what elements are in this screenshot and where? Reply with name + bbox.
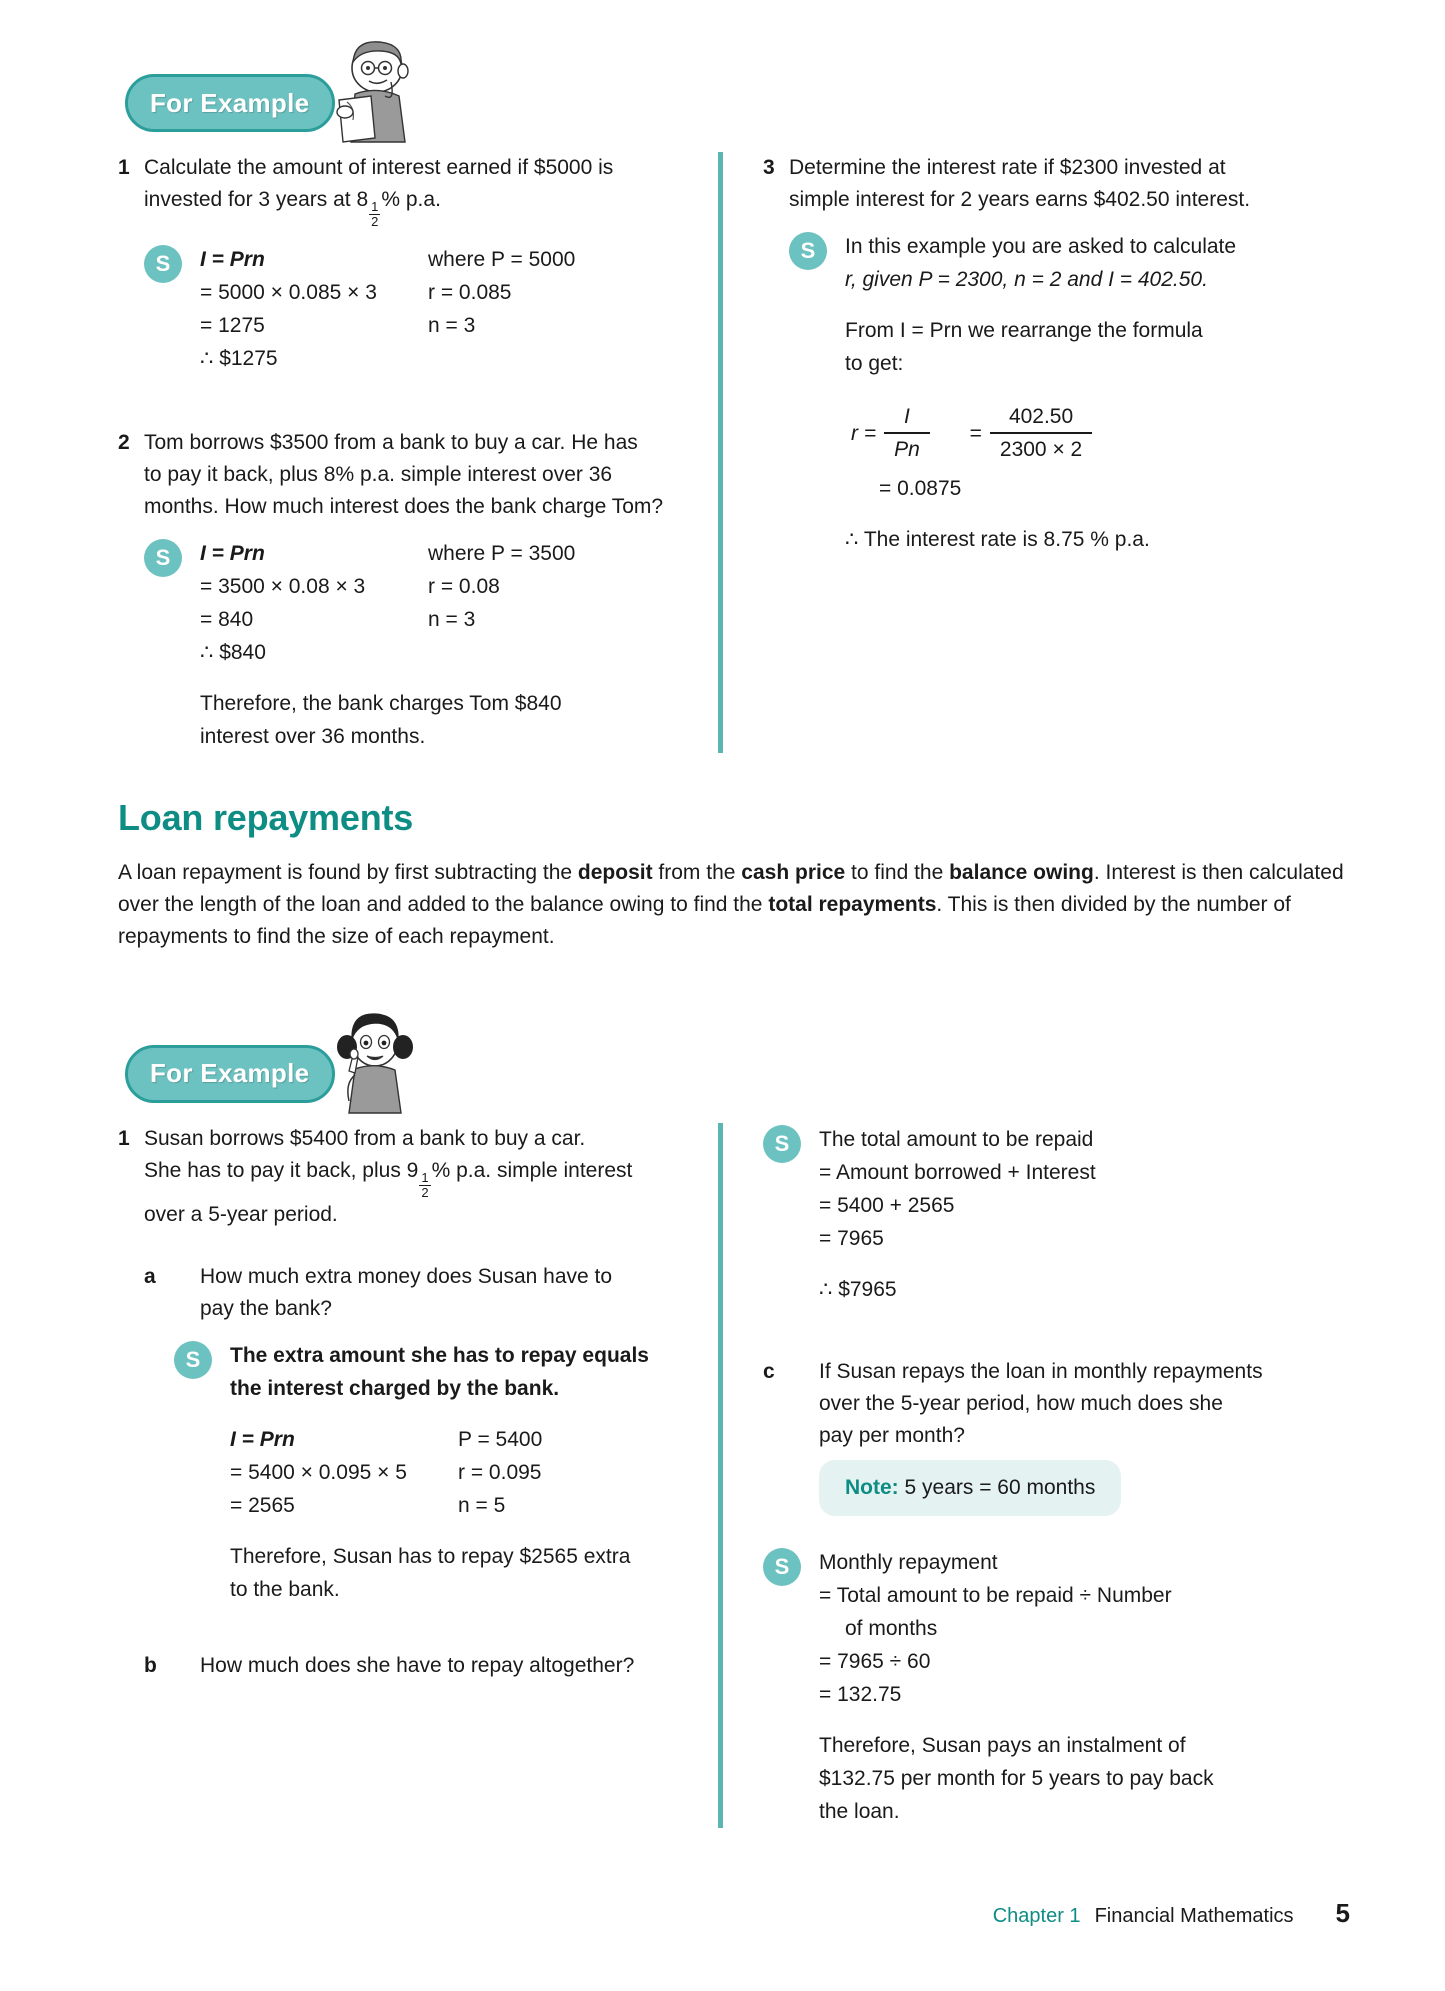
question-line: over a 5-year period. — [144, 1203, 338, 1227]
solution-line: The total amount to be repaid — [819, 1127, 1094, 1151]
working-right — [458, 1423, 638, 1522]
conclusion-line: Therefore, the bank charges Tom $840 — [200, 691, 562, 715]
given-line: where P = 3500 — [428, 541, 576, 565]
solution-line: of months — [845, 1616, 938, 1640]
numerator: I — [884, 404, 930, 434]
solution-line: = 7965 ÷ 60 — [819, 1649, 931, 1673]
solution-line: = 7965 — [819, 1226, 884, 1250]
formula-fraction-2 — [970, 404, 1093, 464]
question-text — [144, 1123, 632, 1232]
working-line: ∴ $840 — [200, 640, 266, 664]
solution-badge-icon: S — [144, 539, 182, 577]
question-number: 2 — [118, 430, 130, 454]
page-number: 5 — [1335, 1898, 1350, 1928]
paragraph-text: . This is then divided by the number of repayments to find the size of each repayment. — [118, 892, 1291, 948]
working-row — [200, 243, 688, 375]
paragraph-term: deposit — [577, 860, 653, 884]
conclusion-line: Therefore, Susan pays an instalment of — [819, 1733, 1186, 1757]
fraction-lead: r = — [851, 422, 877, 446]
working-left — [230, 1423, 458, 1522]
sub-question-letter: b — [144, 1654, 157, 1678]
footer-title: Financial Mathematics — [1094, 1905, 1294, 1927]
example1-right-column — [723, 152, 1323, 753]
working-right — [428, 243, 608, 375]
solution-line: = 132.75 — [819, 1682, 902, 1706]
question-number: 3 — [763, 156, 775, 179]
paragraph-text: to find the — [845, 860, 950, 884]
example1-columns — [118, 152, 1350, 753]
conclusion-line: Therefore, Susan has to repay $2565 extra — [230, 1545, 631, 1569]
solution-line: From I = Prn we rearrange the formula — [845, 319, 1203, 342]
given-line: r = 0.08 — [428, 574, 500, 598]
question-line: Susan borrows $5400 from a bank to buy a car. — [144, 1126, 586, 1150]
footer-chapter: Chapter 1 — [992, 1905, 1081, 1927]
question-line: months. How much interest does the bank charge Tom? — [144, 494, 664, 518]
sub-question-text — [200, 1650, 634, 1682]
working-row — [230, 1423, 688, 1522]
girl-pointing-icon — [325, 1009, 421, 1119]
working-left — [200, 537, 428, 669]
denominator: Pn — [894, 438, 920, 462]
question-line-post: % p.a. — [381, 188, 441, 211]
solution-line: to get: — [845, 352, 904, 375]
given-line: r = 0.085 — [428, 280, 512, 304]
question-line-pre: She has to pay it back, plus 9 — [144, 1158, 419, 1182]
working-line: I = Prn — [230, 1428, 295, 1452]
solution-line: = 5400 + 2565 — [819, 1193, 955, 1217]
working-line: I = Prn — [200, 247, 265, 271]
sub-question-b — [144, 1650, 688, 1682]
solution-body — [200, 537, 688, 753]
sub-question-letter: a — [144, 1265, 156, 1289]
result-line: = 0.0875 — [879, 476, 962, 500]
fraction — [884, 404, 930, 464]
solution-part-a — [174, 1339, 688, 1606]
working-row — [200, 537, 688, 669]
question-line: simple interest for 2 years earns $402.50 interest. — [789, 188, 1251, 211]
solution-1 — [144, 243, 688, 375]
question-line: How much does she have to repay altogether? — [200, 1654, 635, 1678]
working-line: = 840 — [200, 607, 254, 631]
question-2 — [118, 427, 688, 523]
working-line: = 5400 × 0.095 × 5 — [230, 1461, 407, 1485]
solution-body — [819, 1123, 1323, 1306]
working-line: = 2565 — [230, 1494, 295, 1518]
solution-line-bold: the interest charged by the bank. — [230, 1377, 560, 1401]
sub-question-text — [200, 1261, 612, 1325]
conclusion-line: interest over 36 months. — [200, 724, 426, 748]
sub-question-letter: c — [763, 1359, 775, 1383]
given-line: n = 3 — [428, 313, 476, 337]
textbook-page — [0, 60, 1445, 1991]
question-line: over the 5-year period, how much does she — [819, 1391, 1223, 1415]
note-box — [819, 1460, 1121, 1516]
for-example-pill — [125, 1045, 335, 1103]
section-heading: Loan repayments — [118, 796, 414, 838]
question-susan — [118, 1123, 688, 1232]
question-line: Tom borrows $3500 from a bank to buy a car. He has — [144, 430, 638, 454]
note-label: Note: — [845, 1475, 899, 1499]
question-line: Calculate the amount of interest earned if $5000 is — [144, 156, 614, 179]
section-paragraph — [118, 857, 1350, 953]
numerator: 402.50 — [990, 404, 1092, 434]
example2-right-column — [723, 1123, 1323, 1828]
solution-line: = Total amount to be repaid ÷ Number — [819, 1583, 1172, 1607]
question-line — [144, 184, 613, 229]
given-line: r = 0.095 — [458, 1461, 542, 1485]
question-line: If Susan repays the loan in monthly repayments — [819, 1359, 1263, 1383]
solution-badge-icon: S — [144, 245, 182, 283]
solution-body — [819, 1546, 1323, 1828]
question-1 — [118, 152, 688, 229]
sub-question-text — [819, 1356, 1263, 1516]
question-line — [144, 1155, 632, 1200]
question-line-post: % p.a. simple interest — [431, 1158, 633, 1182]
formula-fraction-1 — [851, 404, 930, 464]
conclusion-line: ∴ The interest rate is 8.75 % p.a. — [845, 527, 1150, 551]
working-left — [200, 243, 428, 375]
working-right — [428, 537, 608, 669]
conclusion-line: to the bank. — [230, 1578, 340, 1602]
question-line: pay the bank? — [200, 1297, 332, 1321]
solution-line: r, given P = 2300, n = 2 and I = 402.50. — [845, 268, 1208, 291]
solution-part-b — [763, 1123, 1323, 1306]
mixed-fraction: $\frac{1}{2}$ — [371, 199, 379, 229]
solution-line: = Amount borrowed + Interest — [819, 1160, 1096, 1184]
solution-body — [230, 1339, 688, 1606]
working-line: ∴ $1275 — [200, 346, 278, 370]
question-3 — [763, 152, 1323, 216]
paragraph-term: balance owing — [949, 860, 1094, 884]
solution-body — [200, 243, 688, 375]
boy-with-paper-icon — [325, 38, 421, 148]
solution-part-c — [763, 1546, 1323, 1828]
paragraph-text: A loan repayment is found by first subtracting the — [118, 860, 578, 884]
solution-line: In this example you are asked to calculate — [845, 235, 1237, 258]
working-line: = 1275 — [200, 313, 265, 337]
question-line: How much extra money does Susan have to — [200, 1265, 613, 1289]
paragraph-text: from the — [652, 860, 742, 884]
solution-3 — [789, 230, 1323, 556]
mixed-fraction: $\frac{1}{2}$ — [421, 1169, 429, 1200]
fraction-lead: = — [969, 422, 982, 446]
for-example-pill — [125, 74, 335, 132]
working-line: = 3500 × 0.08 × 3 — [200, 574, 366, 598]
question-line: Determine the interest rate if $2300 invested at — [789, 156, 1226, 179]
solution-badge-icon: S — [789, 232, 827, 270]
question-text — [789, 152, 1250, 216]
example1-left-column — [118, 152, 718, 753]
given-line: P = 5400 — [458, 1428, 543, 1452]
question-text — [144, 152, 613, 229]
given-line: where P = 5000 — [428, 247, 576, 271]
solution-body — [845, 230, 1323, 556]
paragraph-term: cash price — [741, 860, 846, 884]
solution-badge-icon: S — [763, 1125, 801, 1163]
solution-badge-icon: S — [763, 1548, 801, 1586]
sub-question-a — [144, 1261, 688, 1325]
question-number: 1 — [118, 156, 130, 179]
for-example-badge-1 — [125, 60, 1445, 152]
question-line: pay per month? — [819, 1423, 965, 1447]
denominator: 2300 × 2 — [999, 438, 1083, 462]
paragraph-text: . Interest is then calculated over the length of the loan and added to the balance owing to find the — [118, 860, 1344, 916]
solution-2 — [144, 537, 688, 753]
conclusion-line: $132.75 per month for 5 years to pay back — [819, 1766, 1214, 1790]
given-line: n = 5 — [458, 1494, 506, 1518]
fraction — [990, 404, 1092, 464]
example2-columns — [118, 1123, 1350, 1828]
page-footer — [118, 1898, 1350, 1929]
working-line: I = Prn — [200, 541, 265, 565]
for-example-label: For Example — [150, 1058, 310, 1089]
question-line-pre: invested for 3 years at 8 — [144, 188, 369, 211]
solution-line-bold: The extra amount she has to repay equals — [230, 1344, 649, 1368]
question-line: to pay it back, plus 8% p.a. simple interest over 36 — [144, 462, 613, 486]
sub-question-c — [763, 1356, 1323, 1516]
given-line: n = 3 — [428, 607, 476, 631]
note-text: 5 years = 60 months — [898, 1475, 1096, 1499]
conclusion-line: the loan. — [819, 1799, 900, 1823]
paragraph-term: total repayments — [768, 892, 937, 916]
for-example-badge-2 — [125, 1031, 1445, 1123]
working-line: = 5000 × 0.085 × 3 — [200, 280, 377, 304]
for-example-label: For Example — [150, 87, 310, 118]
conclusion-line: ∴ $7965 — [819, 1277, 897, 1301]
solution-line: Monthly repayment — [819, 1550, 998, 1574]
solution-badge-icon: S — [174, 1341, 212, 1379]
question-number: 1 — [118, 1126, 130, 1150]
question-text — [144, 427, 663, 523]
example2-left-column — [118, 1123, 718, 1828]
